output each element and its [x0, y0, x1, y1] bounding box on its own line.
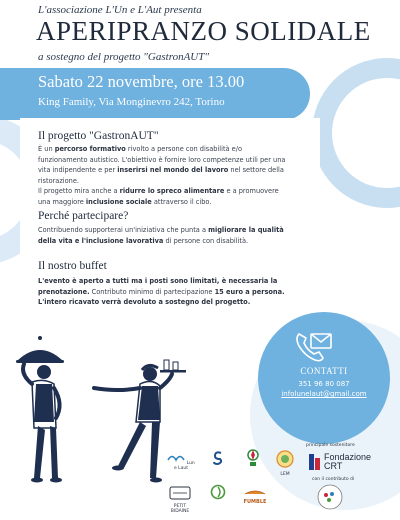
fondazione-crt-icon — [309, 454, 321, 470]
contacts-email-link[interactable]: infolunelaut@gmail.com — [281, 390, 367, 398]
italia-mark-icon — [246, 448, 260, 468]
section-body-partecipare: Contribuendo supporterai un'iniziativa che punta a migliorare la qualità della vita e l'inclusione lavorativa di persone con disabilità. — [38, 226, 284, 245]
petit-bidaine-logo-text: PETIT BIDAINE — [170, 504, 190, 514]
contributor-mark-icon — [317, 484, 343, 510]
unipolis-mark-icon — [212, 450, 224, 466]
fondazione-crt-logo — [324, 453, 371, 471]
section-title-buffet: Il nostro buffet — [38, 260, 107, 272]
section-body-buffet: L'evento è aperto a tutti ma i posti sono limitati, è necessaria la prenotazione. Contributo minimo di partecipazione 15 euro a persona. L'intero ricavato verrà devoluto a sostegno del progetto. — [38, 277, 285, 307]
green-swirl-mark-icon — [210, 484, 226, 500]
fumble-logo — [240, 488, 270, 505]
green-swirl-logo — [206, 484, 230, 504]
fumble-mark-icon — [243, 488, 267, 496]
lem-logo-text: LEM — [280, 472, 290, 477]
lem-mark-icon — [274, 450, 296, 468]
section-title-partecipare: Perché partecipare? — [38, 210, 129, 222]
phone-mail-icon — [293, 328, 335, 366]
italia-logo — [244, 448, 262, 472]
unipolis-logo — [208, 450, 228, 470]
event-place: King Family, Via Monginevro 242, Torino — [38, 96, 225, 108]
header-subtitle: a sostegno del progetto "GastronAUT" — [38, 51, 209, 63]
contributor-logo — [316, 484, 344, 514]
event-date: Sabato 22 novembre, ore 13.00 — [38, 72, 245, 91]
petit-bidaine-logo — [166, 486, 194, 514]
fondazione-crt-line2: CRT — [324, 461, 343, 471]
petit-bidaine-mark-icon — [169, 486, 191, 500]
contacts-phone[interactable]: 351 96 80 087 — [298, 380, 350, 388]
section-body-progetto: È un percorso formativo rivolto a persone con disabilità e/o funzionamento autistico. L'obiettivo è fornire loro competenze utili per una vita indipendente e per inserirsi nel mondo del lavoro nel settore della ristorazione. Il progetto mira anche a ridurre lo spreco alimentare e a promuovere una maggiore inclusione sociale attraverso il cibo. — [38, 145, 286, 206]
header-intro: L'associazione L'Un e L'Aut presenta — [38, 4, 202, 16]
fumble-logo-text: FUMBLE — [243, 499, 267, 505]
fondazione-crt-line1: Fondazione — [324, 452, 372, 462]
lun-e-laut-logo — [166, 452, 196, 471]
lun-e-laut-logo-text: Lun e Laut — [173, 461, 195, 471]
lem-logo — [272, 450, 298, 477]
contacts-title: CONTATTI — [300, 366, 348, 376]
sponsor-principal-label: principale sostenitore — [306, 443, 355, 448]
section-title-progetto: Il progetto "GastronAUT" — [38, 130, 159, 142]
page-title: APERIPRANZO SOLIDALE — [36, 16, 371, 46]
lun-e-laut-mark-icon — [167, 452, 185, 462]
contributor-label: con il contributo di — [312, 477, 355, 482]
